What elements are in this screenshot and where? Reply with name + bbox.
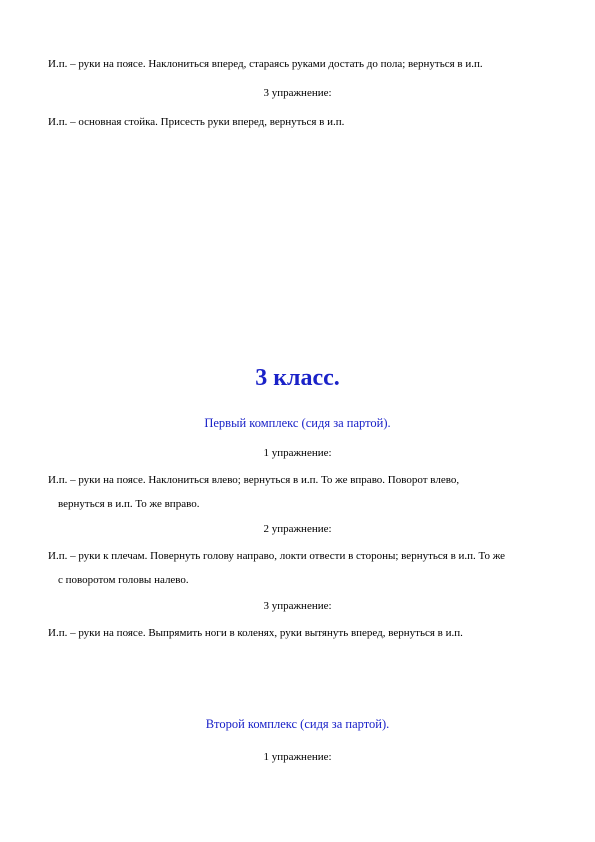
paragraph-exercise-text: И.п. – руки к плечам. Повернуть голову направо, локти отвести в стороны; вернуться в и.п. То же [48,550,506,562]
exercise-label: 3 упражнение: [263,600,332,612]
exercise-label: 1 упражнение: [263,751,332,763]
paragraph-exercise-text-continued: с поворотом головы налево. [58,574,189,586]
exercise-label: 3 упражнение: [263,87,332,99]
paragraph-exercise-text-continued: вернуться в и.п. То же вправо. [58,498,200,510]
paragraph-exercise-text: И.п. – руки на поясе. Наклониться влево; вернуться в и.п. То же вправо. Поворот влево, [48,474,460,486]
paragraph-exercise-text: И.п. – руки на поясе. Наклониться вперед, стараясь руками достать до пола; вернуться в и.п. [48,58,483,70]
complex-title: Первый комплекс (сидя за партой). [204,416,391,430]
paragraph-exercise-text: И.п. – основная стойка. Присесть руки вперед, вернуться в и.п. [48,116,345,128]
complex-title: Второй комплекс (сидя за партой). [205,717,390,731]
exercise-label: 1 упражнение: [263,447,332,459]
exercise-label: 2 упражнение: [263,523,332,535]
paragraph-exercise-text: И.п. – руки на поясе. Выпрямить ноги в коленях, руки вытянуть вперед, вернуться в и.п. [48,627,463,639]
grade-heading: 3 класс. [255,365,340,391]
